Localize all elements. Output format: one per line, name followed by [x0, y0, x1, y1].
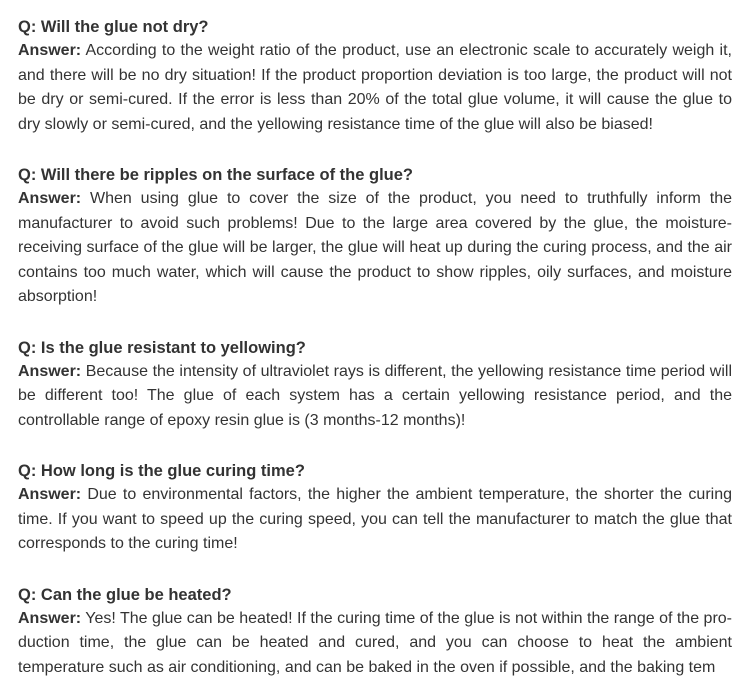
spacer [18, 137, 732, 163]
faq-answer [18, 360, 732, 434]
answer-label: Answer: [18, 609, 82, 627]
faq-question: Q: Is the glue resistant to yellowing? [18, 338, 306, 357]
faq-question: Q: Can the glue be heated? [18, 585, 232, 604]
answer-label: Answer: [18, 190, 82, 207]
faq-item [18, 459, 732, 557]
faq-item [18, 163, 732, 310]
faq-answer [18, 607, 732, 681]
answer-text: Due to environmental factors, the higher the ambient temperature, the shorter the curing time. If you want to speed up the curing speed, you can tell the manufacturer to match the glue that corresponds to the curing time! [18, 486, 732, 552]
spacer [18, 557, 732, 583]
faq-item [18, 336, 732, 434]
faq-item [18, 583, 732, 681]
faq-answer [18, 187, 732, 310]
faq-question: Q: Will there be ripples on the surface of the glue? [18, 166, 413, 184]
spacer [18, 433, 732, 459]
faq-item [18, 15, 732, 137]
faq-question: Q: How long is the glue curing time? [18, 462, 305, 480]
answer-label: Answer: [18, 486, 82, 503]
answer-text: Because the intensity of ultraviolet rays is different, the yellowing resistance time period will be different too! The glue of each system has a certain yellowing resistance period, and the controllable range of epoxy resin glue is (3 months-12 months)! [18, 362, 732, 429]
faq-question: Q: Will the glue not dry? [18, 18, 209, 36]
answer-label: Answer: [18, 362, 82, 380]
faq-answer [18, 483, 732, 557]
faq-answer [18, 39, 732, 137]
answer-text: Yes! The glue can be heated! If the curing time of the glue is not within the range of the production time, the glue can be heated and cured, and you can choose to heat the ambient temperature such as air conditioning, and can be baked in the oven if possible, and the baking tem [18, 609, 732, 676]
spacer [18, 310, 732, 336]
answer-text: When using glue to cover the size of the product, you need to truthfully inform the manufacturer to avoid such problems! Due to the large area covered by the glue, the moisture-receiving surface of the glue will be larger, the glue will heat up during the curing process, and the air contains too much water, which will cause the product to show ripples, oily surfaces, and moisture absorption! [18, 190, 732, 305]
answer-label: Answer: [18, 42, 82, 59]
answer-text: According to the weight ratio of the product, use an electronic scale to accurately weigh it, and there will be no dry situation! If the product proportion deviation is too large, the product will not be dry or semi-cured. If the error is less than 20% of the total glue volume, it will cause the glue to dry slowly or semi-cured, and the yellowing resistance time of the glue will also be biased! [18, 42, 732, 133]
